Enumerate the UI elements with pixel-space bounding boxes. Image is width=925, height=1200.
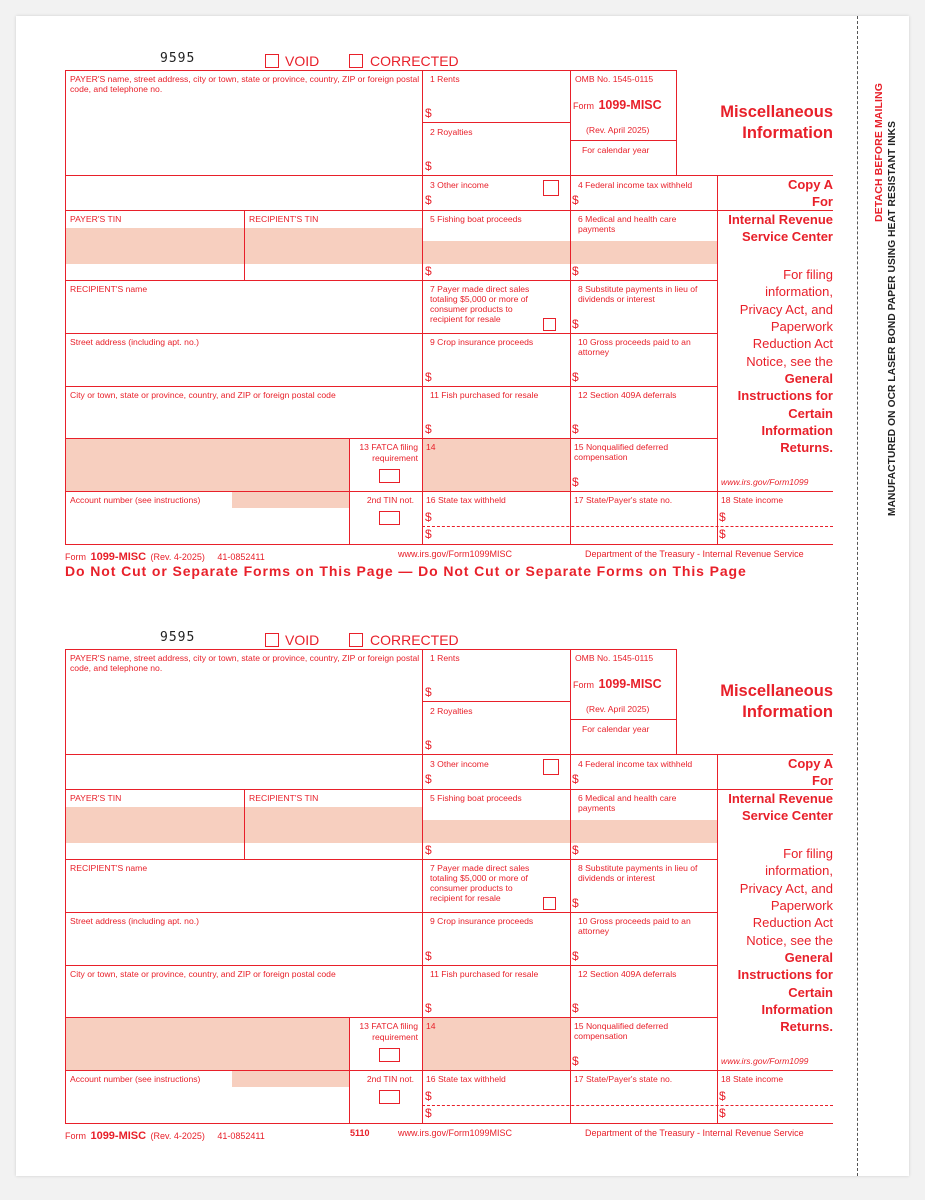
- box4-label: 4 Federal income tax withheld: [578, 759, 693, 769]
- box8-label: 8 Substitute payments in lieu of dividends or interest: [578, 863, 698, 883]
- box16-dollar-1: $: [425, 510, 432, 524]
- box5-dollar: $: [425, 264, 432, 278]
- copy-a-block: Copy A For Internal Revenue Service Center For filing information, Privacy Act, and Paperwork Reduction Act Notice, see the General Instructions for Certain Information Returns.: [728, 756, 833, 1035]
- box11-dollar: $: [425, 422, 432, 436]
- rule-line: [570, 649, 571, 1123]
- box14-label: 14: [426, 442, 436, 452]
- box15-dollar: $: [572, 475, 579, 489]
- rule-line: [717, 754, 718, 1123]
- corrected-checkbox[interactable]: [349, 633, 363, 647]
- recipient-name-label: RECIPIENT'S name: [70, 284, 148, 294]
- irs-website: www.irs.gov/Form1099: [721, 477, 809, 487]
- box16-dollar-2: $: [425, 527, 432, 541]
- box9-dollar: $: [425, 949, 432, 963]
- corrected-label: CORRECTED: [370, 53, 459, 69]
- box18-dollar-2: $: [719, 1106, 726, 1120]
- footer-code-5110: 5110: [350, 1128, 370, 1138]
- box1-label: 1 Rents: [430, 653, 460, 663]
- street-address-label: Street address (including apt. no.): [70, 916, 199, 926]
- box6-dollar: $: [572, 843, 579, 857]
- corrected-label: CORRECTED: [370, 632, 459, 648]
- rule-line: [422, 70, 676, 71]
- rule-line: [422, 70, 423, 544]
- form-id: Form 1099-MISC: [573, 677, 662, 691]
- box10-dollar: $: [572, 949, 579, 963]
- rule-line: [570, 175, 676, 176]
- box2-dollar: $: [425, 738, 432, 752]
- box10-label: 10 Gross proceeds paid to an attorney: [578, 916, 691, 936]
- footer-dept: Department of the Treasury - Internal Revenue Service: [585, 1128, 804, 1138]
- box14-shade: [422, 439, 570, 491]
- void-checkbox[interactable]: [265, 54, 279, 68]
- footer-dept: Department of the Treasury - Internal Revenue Service: [585, 549, 804, 559]
- payer-tin-label: PAYER'S TIN: [70, 214, 122, 224]
- form-title: Miscellaneous Information: [720, 682, 833, 721]
- footer-form-id: Form 1099-MISC (Rev. 4-2025) 41-0852411: [65, 1130, 265, 1142]
- box3-dollar: $: [425, 193, 432, 207]
- box18-label: 18 State income: [721, 1074, 784, 1084]
- box3-dollar: $: [425, 772, 432, 786]
- box16-label: 16 State tax withheld: [426, 1074, 506, 1084]
- rule-line: [65, 649, 423, 650]
- rule-line: [65, 544, 833, 545]
- rev-date: (Rev. April 2025): [586, 704, 650, 714]
- rule-line: [65, 70, 423, 71]
- rule-line: [422, 649, 676, 650]
- box16-dollar-1: $: [425, 1089, 432, 1103]
- rule-line: [65, 438, 717, 439]
- calendar-year-label: For calendar year: [582, 724, 650, 734]
- box6-label: 6 Medical and health care payments: [578, 214, 677, 234]
- box7-checkbox[interactable]: [543, 318, 556, 331]
- fatca-checkbox[interactable]: [379, 1048, 400, 1062]
- recipient-tin-label: RECIPIENT'S TIN: [249, 214, 319, 224]
- omb-number: OMB No. 1545-0115: [575, 653, 654, 663]
- box13-sublabel: requirement: [372, 1032, 418, 1042]
- box1-dollar: $: [425, 106, 432, 120]
- form-code: 9595: [160, 51, 196, 66]
- form-1099-misc-top: [0, 0, 925, 563]
- box1-dollar: $: [425, 685, 432, 699]
- box1-label: 1 Rents: [430, 74, 460, 84]
- box16-dollar-2: $: [425, 1106, 432, 1120]
- recipient-name-label: RECIPIENT'S name: [70, 863, 148, 873]
- rule-line: [65, 1017, 717, 1018]
- detach-note: DETACH BEFORE MAILING: [873, 83, 885, 222]
- void-label: VOID: [285, 632, 320, 648]
- box3-label: 3 Other income: [430, 180, 489, 190]
- box14-label: 14: [426, 1021, 436, 1031]
- box6-label: 6 Medical and health care payments: [578, 793, 677, 813]
- fatca-checkbox[interactable]: [379, 469, 400, 483]
- box4-dollar: $: [572, 193, 579, 207]
- rule-line: [570, 140, 676, 141]
- box18-dollar-1: $: [719, 1089, 726, 1103]
- box9-label: 9 Crop insurance proceeds: [430, 337, 534, 347]
- rule-line: [65, 649, 66, 1123]
- box3-label: 3 Other income: [430, 759, 489, 769]
- box4-dollar: $: [572, 772, 579, 786]
- omb-number: OMB No. 1545-0115: [575, 74, 654, 84]
- box15-label: 15 Nonqualified deferred compensation: [574, 442, 669, 462]
- rule-line: [65, 386, 717, 387]
- payer-name-label: PAYER'S name, street address, city or town, state or province, country, ZIP or foreign postal code, and telephone no.: [70, 653, 420, 673]
- box7-label: 7 Payer made direct sales totaling $5,000 or more of consumer products to recipient for resale: [430, 863, 530, 903]
- payer-tin-label: PAYER'S TIN: [70, 793, 122, 803]
- box2-label: 2 Royalties: [430, 127, 473, 137]
- box7-checkbox[interactable]: [543, 897, 556, 910]
- rule-line: [717, 175, 718, 544]
- box2-label: 2 Royalties: [430, 706, 473, 716]
- box6-dollar: $: [572, 264, 579, 278]
- box10-dollar: $: [572, 370, 579, 384]
- box4-label: 4 Federal income tax withheld: [578, 180, 693, 190]
- rule-line: [570, 754, 676, 755]
- account-number-label: Account number (see instructions): [70, 495, 201, 505]
- box15-dollar: $: [572, 1054, 579, 1068]
- rule-line: [422, 526, 833, 527]
- street-address-label: Street address (including apt. no.): [70, 337, 199, 347]
- rule-line: [65, 859, 717, 860]
- void-checkbox[interactable]: [265, 633, 279, 647]
- box13-label: 13 FATCA filing: [359, 1021, 418, 1031]
- box11-label: 11 Fish purchased for resale: [430, 969, 539, 979]
- rule-line: [65, 912, 717, 913]
- box9-dollar: $: [425, 370, 432, 384]
- box8-dollar: $: [572, 317, 579, 331]
- box5-dollar: $: [425, 843, 432, 857]
- account-shade: [232, 1070, 349, 1087]
- corrected-checkbox[interactable]: [349, 54, 363, 68]
- box9-label: 9 Crop insurance proceeds: [430, 916, 534, 926]
- account-number-label: Account number (see instructions): [70, 1074, 201, 1084]
- city-label: City or town, state or province, country, and ZIP or foreign postal code: [70, 969, 336, 979]
- rule-line: [422, 649, 423, 1123]
- blank-shade: [66, 1018, 349, 1070]
- rule-line: [676, 70, 677, 175]
- footer-form-id: Form 1099-MISC (Rev. 4-2025) 41-0852411: [65, 551, 265, 563]
- form-title: Miscellaneous Information: [720, 103, 833, 142]
- box12-dollar: $: [572, 1001, 579, 1015]
- box3-checkbox[interactable]: [543, 180, 559, 196]
- box12-label: 12 Section 409A deferrals: [578, 390, 677, 400]
- footer-url: www.irs.gov/Form1099MISC: [398, 549, 513, 559]
- box11-dollar: $: [425, 1001, 432, 1015]
- rule-line: [65, 965, 717, 966]
- second-tin-checkbox[interactable]: [379, 511, 400, 525]
- recipient-tin-label: RECIPIENT'S TIN: [249, 793, 319, 803]
- rule-line: [244, 210, 245, 280]
- rule-line: [349, 438, 350, 544]
- rule-line: [65, 70, 66, 544]
- box17-label: 17 State/Payer's state no.: [574, 495, 673, 505]
- box17-label: 17 State/Payer's state no.: [574, 1074, 673, 1084]
- second-tin-label: 2nd TIN not.: [366, 1074, 414, 1084]
- box18-dollar-2: $: [719, 527, 726, 541]
- box3-checkbox[interactable]: [543, 759, 559, 775]
- rev-date: (Rev. April 2025): [586, 125, 650, 135]
- box12-label: 12 Section 409A deferrals: [578, 969, 677, 979]
- rule-line: [676, 649, 677, 754]
- rule-line: [570, 70, 571, 544]
- manufacturer-note: MANUFACTURED ON OCR LASER BOND PAPER USING HEAT RESISTANT INKS: [887, 120, 898, 516]
- second-tin-label: 2nd TIN not.: [366, 495, 414, 505]
- footer-url: www.irs.gov/Form1099MISC: [398, 1128, 513, 1138]
- box7-label: 7 Payer made direct sales totaling $5,000 or more of consumer products to recipient for resale: [430, 284, 530, 324]
- calendar-year-label: For calendar year: [582, 145, 650, 155]
- box18-dollar-1: $: [719, 510, 726, 524]
- box10-label: 10 Gross proceeds paid to an attorney: [578, 337, 691, 357]
- rule-line: [244, 789, 245, 859]
- box12-dollar: $: [572, 422, 579, 436]
- rule-line: [65, 1123, 833, 1124]
- box5-label: 5 Fishing boat proceeds: [430, 214, 522, 224]
- box13-sublabel: requirement: [372, 453, 418, 463]
- box5-label: 5 Fishing boat proceeds: [430, 793, 522, 803]
- form-code: 9595: [160, 630, 196, 645]
- void-label: VOID: [285, 53, 320, 69]
- copy-a-block: Copy A For Internal Revenue Service Center For filing information, Privacy Act, and Paperwork Reduction Act Notice, see the General Instructions for Certain Information Returns.: [728, 177, 833, 456]
- payer-name-label: PAYER'S name, street address, city or town, state or province, country, ZIP or foreign postal code, and telephone no.: [70, 74, 420, 94]
- box18-label: 18 State income: [721, 495, 784, 505]
- box13-label: 13 FATCA filing: [359, 442, 418, 452]
- box8-dollar: $: [572, 896, 579, 910]
- form-id: Form 1099-MISC: [573, 98, 662, 112]
- box8-label: 8 Substitute payments in lieu of dividends or interest: [578, 284, 698, 304]
- second-tin-checkbox[interactable]: [379, 1090, 400, 1104]
- rule-line: [570, 719, 676, 720]
- box11-label: 11 Fish purchased for resale: [430, 390, 539, 400]
- account-shade: [232, 491, 349, 508]
- do-not-cut-warning: Do Not Cut or Separate Forms on This Page — Do Not Cut or Separate Forms on This Page: [65, 563, 747, 579]
- box2-dollar: $: [425, 159, 432, 173]
- rule-line: [422, 701, 570, 702]
- city-label: City or town, state or province, country, and ZIP or foreign postal code: [70, 390, 336, 400]
- rule-line: [422, 1105, 833, 1106]
- box16-label: 16 State tax withheld: [426, 495, 506, 505]
- rule-line: [65, 333, 717, 334]
- box15-label: 15 Nonqualified deferred compensation: [574, 1021, 669, 1041]
- box14-shade: [422, 1018, 570, 1070]
- irs-website: www.irs.gov/Form1099: [721, 1056, 809, 1066]
- rule-line: [349, 1017, 350, 1123]
- rule-line: [65, 280, 717, 281]
- rule-line: [422, 122, 570, 123]
- blank-shade: [66, 439, 349, 491]
